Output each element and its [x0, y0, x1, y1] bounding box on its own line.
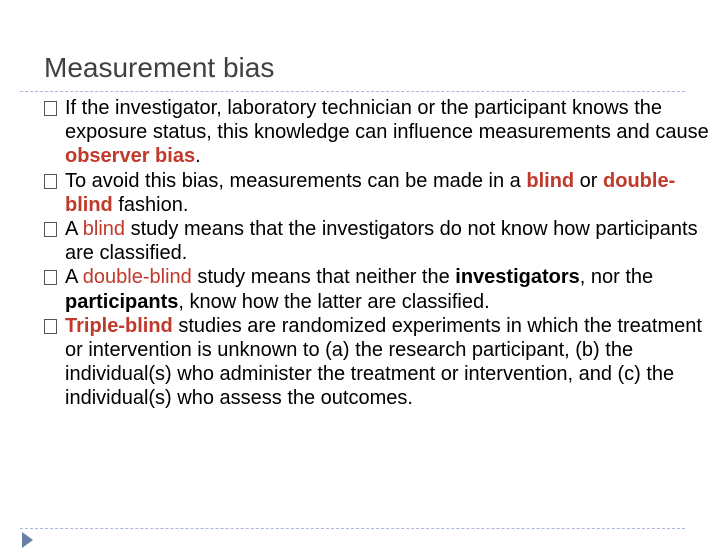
- term-investigators: investigators: [455, 266, 580, 289]
- bullet-triple-blind: [44, 314, 714, 411]
- term-blind: blind: [526, 169, 575, 192]
- bullet-text: or: [574, 169, 604, 192]
- bullet-text: , know how the latter are classified.: [178, 290, 490, 313]
- bullet-observer-bias: [44, 96, 714, 169]
- term-participants: participants: [65, 290, 179, 313]
- bullet-text: study means that neither the: [191, 266, 456, 289]
- bullet-text: , nor the: [579, 266, 654, 289]
- bullet-text: A: [65, 266, 83, 289]
- term-triple-blind: Triple-blind: [65, 314, 173, 337]
- bullet-text: studies are randomized experiments in which the treatment or intervention is unknown to (a) the research participant, (b) the individual(s) who administer the treatment or intervention, and (c) the individual(s) who assess the outcomes.: [65, 314, 702, 410]
- bullet-text: If the investigator, laboratory technician or the participant knows the exposure status, this knowledge can influence measurements and cause: [65, 97, 709, 144]
- bullet-text: A: [65, 218, 83, 241]
- square-bullet-icon: [44, 319, 57, 334]
- bullet-blind-study: [44, 217, 714, 265]
- bullet-text: fashion.: [112, 193, 189, 216]
- bullet-text: To avoid this bias, measurements can be made in a: [65, 169, 527, 192]
- term-double-blind: double-blind: [65, 169, 676, 216]
- bullet-avoid-bias: [44, 169, 714, 217]
- title-divider: [20, 91, 685, 92]
- slide-title: Measurement bias: [44, 52, 275, 83]
- term-blind: blind: [82, 218, 126, 241]
- bullet-list: [44, 96, 714, 411]
- bullet-text: study means that the investigators do not know how participants are classified.: [65, 218, 698, 265]
- bullet-text: .: [195, 145, 201, 168]
- square-bullet-icon: [44, 270, 57, 285]
- bullet-double-blind-study: [44, 265, 714, 313]
- square-bullet-icon: [44, 174, 57, 189]
- triangle-arrow-icon: [22, 532, 33, 548]
- square-bullet-icon: [44, 222, 57, 237]
- term-observer-bias: observer bias: [65, 145, 196, 168]
- square-bullet-icon: [44, 101, 57, 116]
- term-double-blind: double-blind: [82, 266, 192, 289]
- footer-divider: [20, 528, 685, 529]
